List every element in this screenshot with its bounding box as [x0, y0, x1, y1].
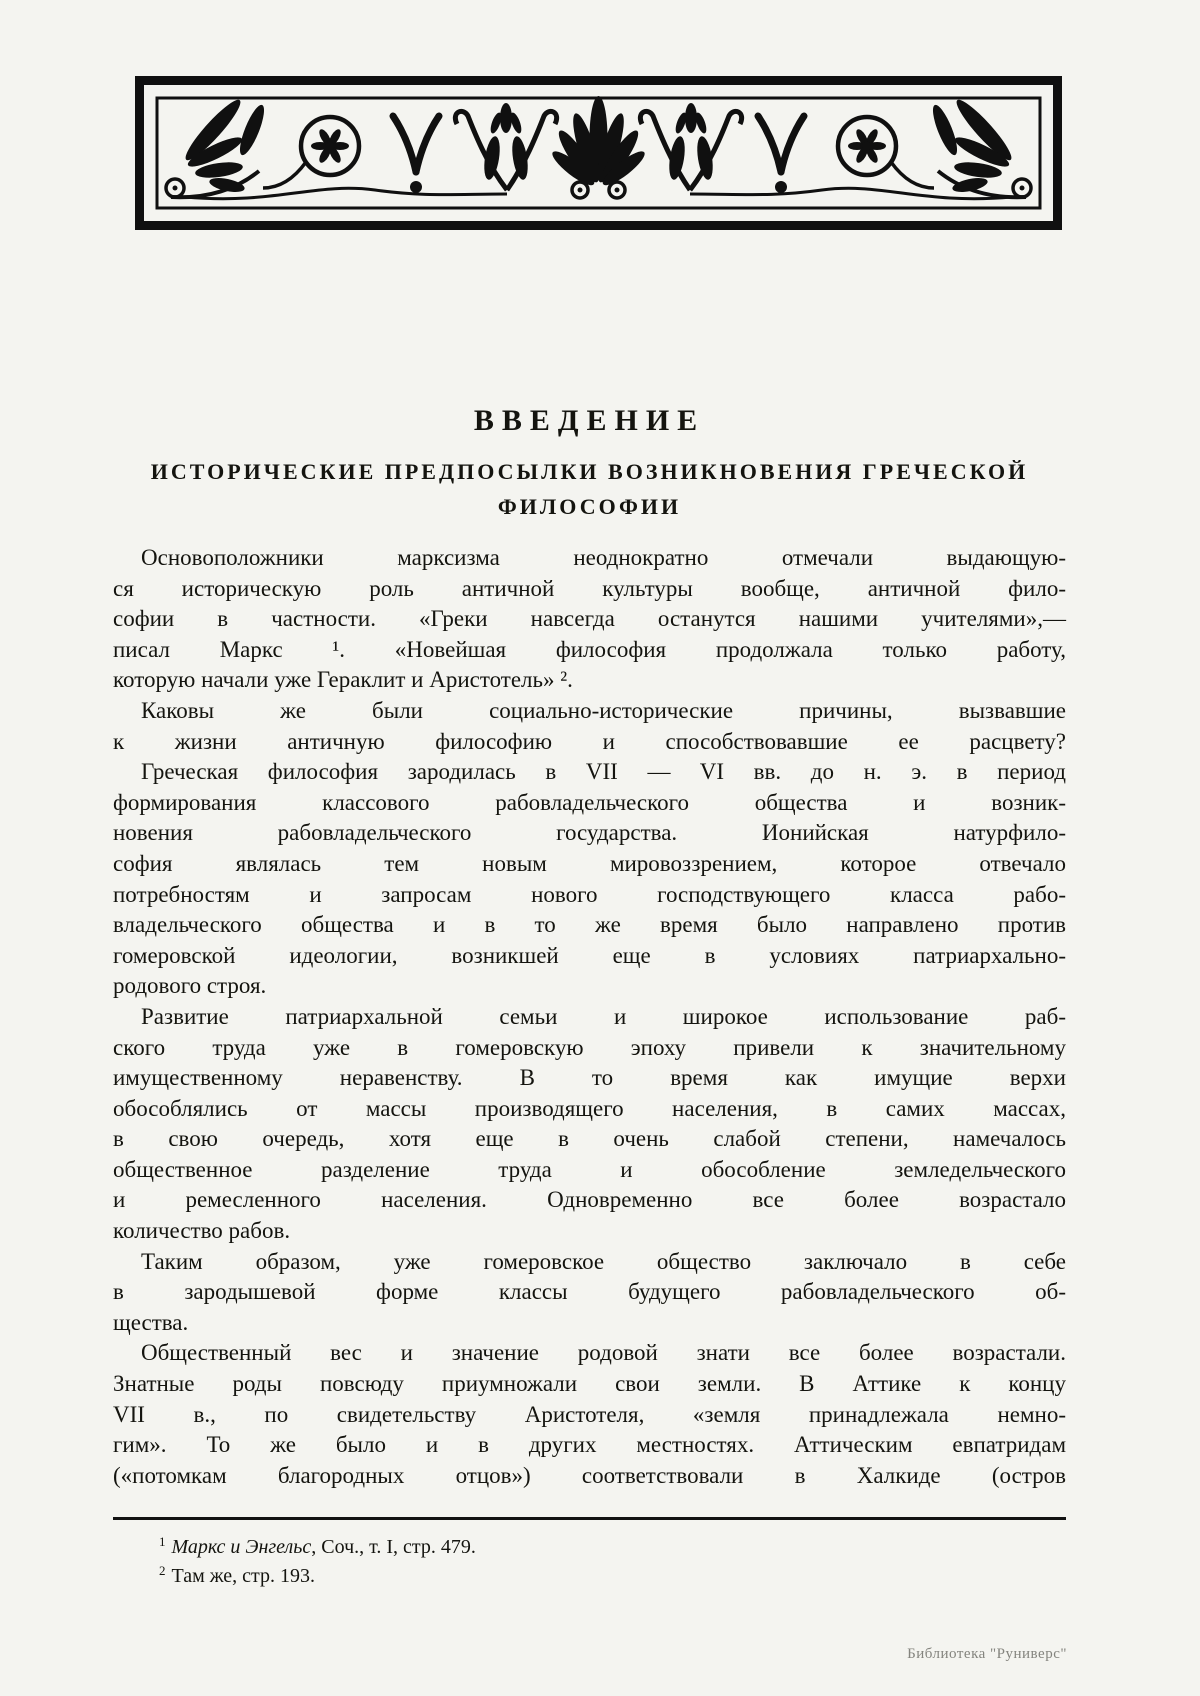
body-paragraph — [113, 757, 1066, 1002]
body-paragraph — [113, 543, 1066, 696]
text-line: к жизни античную философию и способствовавшие ее расцвету? — [113, 728, 1066, 754]
text-line: («потомкам благородных отцов») соответствовали в Халкиде (остров — [113, 1462, 1066, 1488]
body-paragraph — [113, 1338, 1066, 1491]
text-line: писал Маркс ¹. «Новейшая философия продолжала только работу, — [113, 636, 1066, 662]
text-line: имущественному неравенству. В то время как имущие верхи — [113, 1065, 1066, 1091]
footnote-divider — [113, 1517, 1066, 1520]
footnote: $^1$ Маркс и Энгельс, Соч., т. I, стр. 479. — [159, 1533, 476, 1559]
body-paragraph — [113, 1247, 1066, 1339]
body-paragraph — [113, 696, 1066, 757]
text-line: в зародышевой форме классы будущего рабовладельческого об- — [113, 1279, 1066, 1305]
text-line: которую начали уже Гераклит и Аристотель» ². — [113, 667, 573, 693]
text-line: ского труда уже в гомеровскую эпоху привели к значительному — [113, 1034, 1066, 1060]
text-line: общественное разделение труда и обособление земледельческого — [113, 1156, 1066, 1182]
text-line: количество рабов. — [113, 1218, 291, 1244]
page-title: ВВЕДЕНИЕ — [473, 404, 706, 437]
footnotes-list — [113, 1533, 1066, 1591]
text-line: и ремесленного населения. Одновременно все более возрастало — [113, 1187, 1066, 1213]
text-line: VII в., по свидетельству Аристотеля, «земля принадлежала немно- — [113, 1401, 1066, 1427]
text-line: потребностям и запросам нового господствующего класса рабо- — [113, 881, 1066, 907]
text-line: софии в частности. «Греки навсегда останутся нашими учителями»,— — [113, 606, 1066, 632]
text-line: формирования классового рабовладельческого общества и возник- — [113, 789, 1066, 815]
footnote-marker: 1 — [159, 1533, 166, 1549]
text-line: щества. — [113, 1309, 189, 1335]
subtitle-line: ИСТОРИЧЕСКИЕ ПРЕДПОСЫЛКИ ВОЗНИКНОВЕНИЯ ГРЕЧЕСКОЙ — [150, 459, 1029, 484]
subtitle-line: ФИЛОСОФИИ — [497, 494, 682, 519]
text-line: Основоположники марксизма неоднократно отмечали выдающую- — [141, 545, 1066, 570]
text-line: гим». То же было и в других местностях. Аттическим евпатридам — [113, 1432, 1066, 1458]
body-paragraph — [113, 1002, 1066, 1247]
body-text — [113, 543, 1066, 1491]
library-watermark: Библиотека "Руниверс" — [907, 1646, 1067, 1662]
text-line: ся историческую роль античной культуры вообще, античной фило- — [113, 575, 1066, 601]
text-line: Греческая философия зародилась в VII — VI вв. до н. э. в период — [141, 759, 1066, 785]
text-line: Таким образом, уже гомеровское общество заключало в себе — [141, 1248, 1066, 1274]
text-line: Общественный вес и значение родовой знати все более возрастали. — [141, 1340, 1066, 1366]
text-line: в свою очередь, хотя еще в очень слабой степени, намечалось — [113, 1126, 1066, 1152]
text-column — [113, 404, 1066, 1591]
footnote-marker: 2 — [159, 1562, 166, 1578]
text-line: родового строя. — [113, 973, 267, 999]
text-line: софия являлась тем новым мировоззрением, которое отвечало — [113, 850, 1066, 876]
text-line: Каковы же были социально-исторические причины, вызвавшие — [141, 697, 1066, 723]
headpiece-ornament — [135, 76, 1062, 230]
footnote-author: Маркс и Энгельс — [171, 1536, 312, 1559]
footnote: $^2$ Там же, стр. 193. — [159, 1562, 316, 1588]
palmette-frieze-icon — [135, 76, 1062, 230]
chapter-subtitle — [113, 454, 1066, 524]
text-line: обособлялись от массы производящего населения, в самих массах, — [113, 1095, 1066, 1121]
text-line: гомеровской идеологии, возникшей еще в условиях патриархально- — [113, 942, 1066, 968]
text-line: владельческого общества и в то же время было направлено против — [113, 912, 1066, 938]
text-line: Знатные роды повсюду приумножали свои земли. В Аттике к концу — [113, 1371, 1066, 1397]
text-line: Развитие патриархальной семьи и широкое использование раб- — [141, 1003, 1066, 1029]
text-line: новения рабовладельческого государства. Ионийская натурфило- — [113, 820, 1066, 846]
